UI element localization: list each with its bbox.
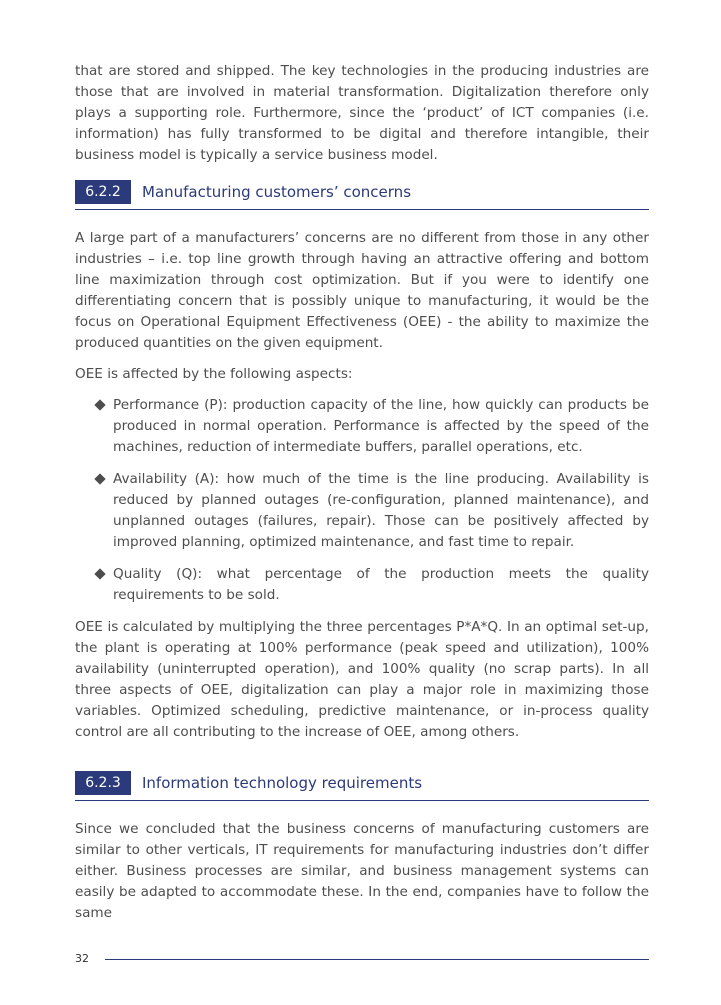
- section-title: Information technology requirements: [142, 774, 423, 792]
- section-number: 6.2.2: [75, 180, 131, 204]
- paragraph: A large part of a manufacturers’ concerns are no different from those in any other industries – i.e. top line growth through having an attractive offering and bottom line maximization through cost optimization. But if you were to identify one differentiating concern that is possibly unique to manufacturing, it would be the focus on Operational Equipment Effectiveness (OEE) - the ability to maximize the produced quantities on the given equipment.: [75, 230, 649, 351]
- footer-divider: [105, 959, 649, 960]
- section-divider: [75, 209, 649, 210]
- section-heading-6-2-2: [75, 180, 649, 210]
- paragraph: Since we concluded that the business concerns of manufacturing customers are similar to other verticals, IT requirements for manufacturing industries don’t differ either. Business processes are similar, and business management systems can easily be adapted to accommodate these. In the end, companies have to follow the same: [75, 821, 649, 921]
- section-divider: [75, 800, 649, 801]
- diamond-bullet-icon: [94, 473, 105, 484]
- page-content: [75, 61, 649, 934]
- list-item: [75, 469, 649, 553]
- diamond-bullet-icon: [94, 568, 105, 579]
- section-number: 6.2.3: [75, 771, 131, 795]
- section-title: Manufacturing customers’ concerns: [142, 183, 412, 201]
- list-item-text: Availability (A): how much of the time is the line producing. Availability is reduced by planned outages (re-configuration, planned maintenance), and unplanned outages (failures, repair). Those can be positively affected by improved planning, optimized maintenance, and fast time to repair.: [113, 471, 649, 550]
- list-item-text: Quality (Q): what percentage of the production meets the quality requirements to be sold.: [113, 566, 649, 603]
- page-number: 32: [75, 952, 89, 965]
- section-heading-6-2-3: [75, 771, 649, 801]
- list-item-text: Performance (P): production capacity of the line, how quickly can products be produced in normal operation. Performance is affected by the speed of the machines, reduction of intermediate buffers, parallel operations, etc.: [113, 397, 649, 455]
- bullet-list: [75, 395, 649, 606]
- diamond-bullet-icon: [94, 399, 105, 410]
- paragraph: OEE is calculated by multiplying the three percentages P*A*Q. In an optimal set-up, the plant is operating at 100% performance (peak speed and utilization), 100% availability (uninterrupted operation), and 100% quality (no scrap parts). In all three aspects of OEE, digitalization can play a major role in maximizing those variables. Optimized scheduling, predictive maintenance, or in-process quality control are all contributing to the increase of OEE, among others.: [75, 619, 649, 740]
- page-footer: [75, 952, 649, 968]
- list-item: [75, 395, 649, 458]
- list-item: [75, 564, 649, 606]
- paragraph: OEE is affected by the following aspects:: [75, 366, 353, 382]
- intro-paragraph: that are stored and shipped. The key technologies in the producing industries are those that are involved in material transformation. Digitalization therefore only plays a supporting role. Furthermore, since the ‘product’ of ICT companies (i.e. information) has fully transformed to be digital and therefore intangible, their business model is typically a service business model.: [75, 63, 649, 163]
